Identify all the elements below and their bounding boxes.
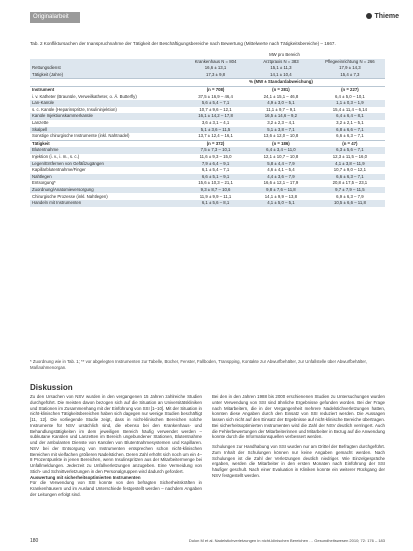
table-cell: 4,6 ± 4,1 – 5,4 xyxy=(247,167,315,174)
table-cell: 9,3 ± 8,7 – 10,6 xyxy=(184,187,247,194)
table-cell: 9,7 ± 7,9 – 11,5 xyxy=(315,187,385,194)
table-cell: 3,2 ± 2,1 – 5,1 xyxy=(315,120,385,127)
table-cell: Instrument xyxy=(30,86,184,93)
table-cell xyxy=(184,79,247,87)
table-row xyxy=(30,65,385,72)
table-cell: Injektion (i. v., i. m., s. c.) xyxy=(30,154,184,161)
logo-icon xyxy=(366,13,372,19)
table-row xyxy=(30,174,385,181)
table-cell: s. c. Kanüle (Heparinspritze, Insulininjektion) xyxy=(30,107,184,114)
table-cell: 6,4 ± 5,0 – 10,1 xyxy=(315,94,385,101)
table-row xyxy=(30,161,385,168)
table-cell: 3,2 ± 2,3 – 4,1 xyxy=(247,120,315,127)
table-cell: Handeln mit Instrumenten xyxy=(30,200,184,207)
table-cell: 1,1 ± 0,3 – 1,9 xyxy=(315,100,385,107)
table-cell: 13,6 ± 12,0 – 10,8 xyxy=(247,133,315,140)
table-group-header-row xyxy=(30,52,385,59)
body-column-right xyxy=(212,394,385,479)
table-cell: 12,3 ± 11,5 – 16,0 xyxy=(315,154,385,161)
table-cell: Blutentnahme xyxy=(30,147,184,154)
page-number: 180 xyxy=(30,538,39,544)
table-cell: 7,9 ± 6,4 – 9,1 xyxy=(184,161,247,168)
table-row xyxy=(30,180,385,187)
table-cell: Chirurgische Prozesse (inkl. Nahtlegen) xyxy=(30,193,184,200)
table-cell: 6,4 ± 6,4 – 8,1 xyxy=(315,113,385,120)
table-row xyxy=(30,187,385,194)
table-cell: 16,6 ± 13,1 xyxy=(184,65,247,72)
table-cell: 37,5 ± 16,9 – 46,4 xyxy=(184,94,247,101)
table-row xyxy=(30,200,385,207)
table-row xyxy=(30,100,385,107)
table-cell: (n = 708) xyxy=(184,86,247,93)
logo-text: Thieme xyxy=(374,13,399,20)
table-cell: Zuordnung/Anatomieversorgung xyxy=(30,187,184,194)
table-cell: 14,1 ± 10,4 xyxy=(247,72,315,79)
table-cell xyxy=(30,52,184,59)
publisher-logo xyxy=(366,13,399,20)
table-cell: 20,8 ± 17,5 – 23,1 xyxy=(315,180,385,187)
table-cell: Entsorgung* xyxy=(30,180,184,187)
table-cell: 6,8 ± 6,6 – 7,1 xyxy=(315,127,385,134)
table-cell: 4,4 ± 3,6 – 7,9 xyxy=(247,174,315,181)
table-cell: 17,3 ± 9,8 xyxy=(184,72,247,79)
table-row xyxy=(30,120,385,127)
table-row xyxy=(30,86,385,93)
table-cell: 11,1 ± 9,7 – 9,1 xyxy=(247,107,315,114)
table-cell: Tätigkeit xyxy=(30,140,184,147)
table-cell: 6,6 ± 5,1 – 9,1 xyxy=(184,174,247,181)
table-cell: 14,1 ± 9,9 – 13,8 xyxy=(247,193,315,200)
table-cell: 5,1 ± 3,8 – 7,1 xyxy=(247,127,315,134)
table-group-header: MW pro Bereich xyxy=(184,52,385,59)
table-cell: 15,4 ± 11,4 – 6,14 xyxy=(315,107,385,114)
table-cell: i. v. Katheter (Braunüle, Verweilkatheter, o. Ä. Butterfly) xyxy=(30,94,184,101)
table-cell: 13,7 ± 12,4 – 16,1 xyxy=(184,133,247,140)
table-cell: 15,1 ± 11,3 xyxy=(247,65,315,72)
table-cell: 4,1 ± 5,0 – 5,1 xyxy=(247,200,315,207)
table-cell: 6,1 ± 5,6 – 8,1 xyxy=(184,200,247,207)
paragraph: Für die Verwendung von SSI konnte von den befragten Sicherheitskräften in Krankenhäusern und im Ausland Unterschiede festgestellt werden – nachdem Angaben der Leitungen erfolgt sind. xyxy=(30,480,202,497)
table-cell: Tätigkeit (Jahre) xyxy=(30,72,184,79)
table-caption: Tab. 2 Konfliktursachen der Inanspruchnahme der Tätigkeit der Beschäftigungsbereiche nach Bewertung (Mittelwerte nach Tätigkeitsbereiche) – 1667. xyxy=(30,41,336,46)
table-row xyxy=(30,154,385,161)
paragraph: Bei den in den Jahren 1988 bis 2000 erschienenen Studien zu Untersuchungen wurden unter Verwendung von SSI sind ähnliche Ergebnisse gefunden worden. Bei der Frage nach Mitarbeitern, die in der Vergangenheit mehrere Nadelstichverletzungen hatten, konnten diese Angaben durch den Einsatz von SSI reduziert werden. Die Aussagen lassen sich nicht auf den Einsatz der Ergebnisse auf nicht-klinische Bereiche übertragen. Bei sicherheitsoptimierten Instrumenten wird die Zahl der NSV deutlich verringert. Auch die Fehlerbewertungen der Mitarbeiterinnen und Mitarbeiter in Bezug auf die Anwendung konnte durch die Informationsquellen verbessert werden. xyxy=(212,394,385,440)
table-header-cell: Pflegeeinrichtung N = 266 xyxy=(315,59,385,66)
body-column-left xyxy=(30,394,202,498)
table-cell: 5,1 ± 3,6 – 11,5 xyxy=(184,127,247,134)
table-cell: 7,5 ± 7,3 – 10,1 xyxy=(184,147,247,154)
table-cell: Lanzette xyxy=(30,120,184,127)
table-cell: 5,6 ± 5,4 – 7,1 xyxy=(184,100,247,107)
table-cell: 15,6 ± 10,3 – 21,1 xyxy=(184,180,247,187)
table-footnote: * Zuordnung wie in Tab. 1; ** vor abgelegten Instrumenten zur Tabelle, Bücher, Fenster, Fallboden, Transpping, Kontakte zur Abwurfbehälter, zur Unfallstelle über Abwurfbehälter, Maßnahmenorgan. xyxy=(30,359,367,370)
table-cell: (n = 186) xyxy=(247,140,315,147)
table-cell: 6,6 ± 6,3 – 7,1 xyxy=(315,133,385,140)
paragraph: Zu den Ursachen von NSV wurden in den vergangenen 15 Jahren zahlreiche Studien durchgeführt. Die meisten davon bezogen sich auf die Situation an Universitätskliniken und Stationen im Zusammenhang mit der Einführung von SSI [1–10]. Mit der Situation in nicht-klinischen Tätigkeitsbereichen haben sich dagegen nur wenige Studien beschäftigt [11, 12]. Die vorliegende Studie zeigt, dass in nicht-klinischen Bereichen solche Instrumente für NSV ursächlich sind, die ebenso bei den Krankenhaus- und Behandlungstätigkeiten im dem jeweiligen Bereich häufig verwendet werden – subkutane Kanülen und Lanzetten im Bereich ungebundener Stationen, Blutentnahme und der ambulanten Dienste von Kanülen von Blutentnahmesystemen und Kapillaren. NSV bei der Entsorgung von Instrumenten entsprechen schon nicht-klinischen Bereichen mit vielfachen größeren Nadelstichen. Deren Zahl erhöht sich noch um ein 4–8 Prozentpunkte in jenen Bereichen, wenn Insulinspritzen aus der Mitarbeitermenge bei Unfallmeldungen. Jederzeit zu Unfallverletzungen anzugeben. Eine Vermeidung von Stich- und Schnittverletzungen in den Personalgruppen wird dadurch gefordert. xyxy=(30,394,202,474)
table-row xyxy=(30,113,385,120)
table-row xyxy=(30,127,385,134)
table-cell: 5,8 ± 4,4 – 7,9 xyxy=(247,161,315,168)
table-cell: 12,1 ± 10,7 – 10,8 xyxy=(247,154,315,161)
table-cell: 6,3 ± 5,6 – 7,1 xyxy=(315,147,385,154)
table-cell: % (MW ± Standardabweichung) xyxy=(249,79,313,85)
table-row xyxy=(30,193,385,200)
table-cell: 4,1 ± 3,8 – 11,9 xyxy=(315,161,385,168)
table-row xyxy=(30,140,385,147)
table-cell: 16,1 ± 14,2 – 17,8 xyxy=(184,113,247,120)
data-table xyxy=(30,52,385,207)
table-header-cell xyxy=(30,59,184,66)
table-cell: 6,4 ± 3,4 – 11,0 xyxy=(247,147,315,154)
section-heading: Diskussion xyxy=(30,383,73,392)
table-cell: 10,7 ± 9,0 – 12,1 xyxy=(315,167,385,174)
table-cell: 15,4 ± 7,3 xyxy=(315,72,385,79)
table-cell: (n = 227) xyxy=(315,86,385,93)
table-cell: 10,7 ± 9,6 – 12,1 xyxy=(184,107,247,114)
table-row xyxy=(30,167,385,174)
table-cell: 16,5 ± 14,6 – 9,2 xyxy=(247,113,315,120)
table-row xyxy=(30,107,385,114)
table-cell: 10,5 ± 6,6 – 11,8 xyxy=(315,200,385,207)
table-cell: Rettungsdienst xyxy=(30,65,184,72)
table-cell: Nahtlegen xyxy=(30,174,184,181)
table-cell: 16,6 ± 12,1 – 17,9 xyxy=(247,180,315,187)
table-cell: 9,8 ± 7,6 – 11,8 xyxy=(247,187,315,194)
table-cell: (n = 372) xyxy=(184,140,247,147)
table-cell xyxy=(30,79,184,87)
table-cell: 11,6 ± 9,3 – 15,0 xyxy=(184,154,247,161)
table-row xyxy=(30,79,385,87)
table-row xyxy=(30,94,385,101)
table-row xyxy=(30,147,385,154)
table-header-cell: Krankenhaus N = 804 xyxy=(184,59,247,66)
table-cell: 6,1 ± 5,4 – 7,1 xyxy=(184,167,247,174)
table-cell: 4,9 ± 3,0 – 5,1 xyxy=(247,100,315,107)
table-cell: Lan-Kanüle xyxy=(30,100,184,107)
paragraph: Schulungen zur Handhabung von SSI wurden nur am Drittel der Befragten durchgeführt. Zum Inhalt der Schulungen können nur keine Angaben gemacht werden. Nach Schulungen ist die Zahl der Verletzungen deutlich niedriger. Wie Einzelgespräche ergaben, werden die Mitarbeiter in den ersten Monaten nach Einführung der SSI häufiger geschult. Nach einer Evaluation in Kliniken konnte ein weiterer Rückgang der NSV festgestellt werden. xyxy=(212,444,385,478)
table-cell: 6,6 ± 6,3 – 7,1 xyxy=(315,174,385,181)
table-cell: 17,9 ± 14,3 xyxy=(315,65,385,72)
table-cell: (n = 47) xyxy=(315,140,385,147)
table-header-row xyxy=(30,59,385,66)
table-cell: Skalpell xyxy=(30,127,184,134)
table-cell: Legen/Entfernen von Gefäßzugängen xyxy=(30,161,184,168)
table-row xyxy=(30,133,385,140)
table-cell xyxy=(315,79,385,87)
table-cell: 6,9 ± 6,3 – 7,9 xyxy=(315,193,385,200)
table-cell: Sonstige chirurgische Instrumente (inkl. Nahtnadel) xyxy=(30,133,184,140)
table-cell: (n = 281) xyxy=(247,86,315,93)
citation-footer: Dulon M et al. Nadelstichverletzungen in nicht-klinischen Bereichen … Gesundheitswesen 2010; 72: 176 – 183 xyxy=(188,538,385,543)
subheading: Auswertung mit sicherheitsoptimierten Instrumenten xyxy=(30,474,141,480)
table-cell: Kapillarblutentnahme/Finger xyxy=(30,167,184,174)
table-row xyxy=(30,72,385,79)
table-cell: Kanüle Injektionskammerkanüle xyxy=(30,113,184,120)
section-label: Originalarbeit xyxy=(30,12,80,23)
table-header-cell: Arztpraxis N = 383 xyxy=(247,59,315,66)
table-cell: 3,6 ± 3,1 – 4,1 xyxy=(184,120,247,127)
table-cell: 24,1 ± 15,1 – 46,8 xyxy=(247,94,315,101)
table-cell: 11,9 ± 9,9 – 11,1 xyxy=(184,193,247,200)
